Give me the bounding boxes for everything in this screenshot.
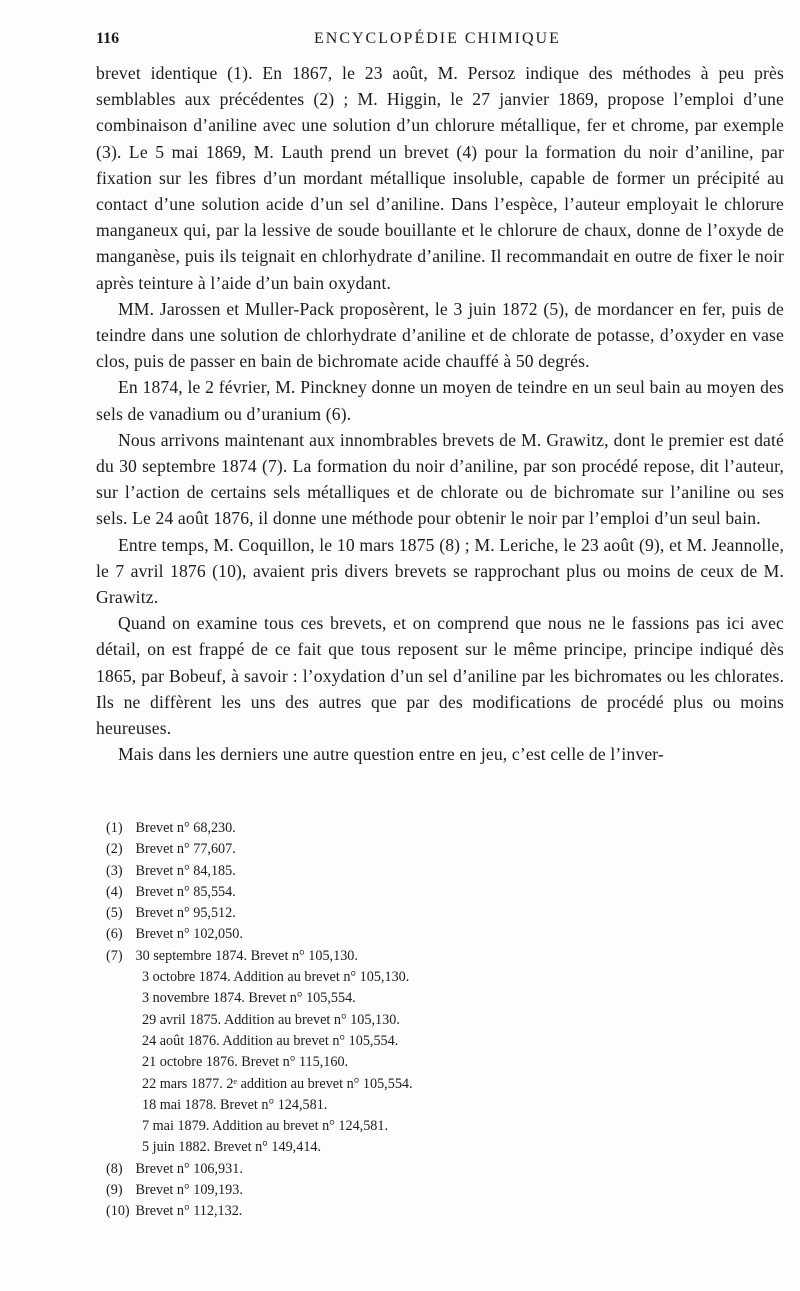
running-head bbox=[96, 30, 784, 52]
paragraph-3: En 1874, le 2 février, M. Pinckney donne un moyen de teindre en un seul bain au moyen des sels de vanadium ou d’uranium (6). bbox=[96, 377, 784, 424]
footnote-text: Brevet n° 112,132. bbox=[135, 1203, 243, 1220]
page-number: 116 bbox=[96, 30, 120, 47]
footnote-text: Brevet n° 85,554. bbox=[135, 883, 236, 900]
footnote-number: (3) bbox=[106, 862, 123, 879]
paragraph-4: Nous arrivons maintenant aux innombrables brevets de M. Grawitz, dont le premier est daté du 30 septembre 1874 (7). La formation du noir d’aniline, par son procédé repose, dit l’auteur, sur l’action de certains sels métalliques et de chlorate ou de bichromate sur l’aniline ou ses sels. Le 24 août 1876, il donne une méthode pour obtenir le noir par l’emploi d’un seul bain. bbox=[96, 429, 784, 529]
footnote-7-continuation: 3 novembre 1874. Brevet n° 105,554. bbox=[142, 990, 356, 1007]
footnote-text: Brevet n° 109,193. bbox=[135, 1182, 243, 1199]
footnote-7-continuation: 22 mars 1877. 2ᵉ addition au brevet n° 105,554. bbox=[142, 1075, 413, 1092]
paragraph-5: Entre temps, M. Coquillon, le 10 mars 1875 (8) ; M. Leriche, le 23 août (9), et M. Jeannolle, le 7 avril 1876 (10), avaient pris divers brevets se rapprochant plus ou moins de ceux de M. Grawitz. bbox=[96, 534, 784, 608]
footnote-text: Brevet n° 95,512. bbox=[135, 905, 236, 922]
footnote-7-continuation: 3 octobre 1874. Addition au brevet n° 105,130. bbox=[142, 969, 410, 986]
footnote-4 bbox=[106, 882, 706, 903]
paragraph-7: Mais dans les derniers une autre question entre en jeu, c’est celle de l’inver- bbox=[118, 744, 664, 765]
footnote-9 bbox=[106, 1180, 706, 1201]
footnote-7-continuation: 7 mai 1879. Addition au brevet n° 124,581. bbox=[142, 1118, 389, 1135]
footnote-number: (2) bbox=[106, 841, 123, 858]
paragraph-6: Quand on examine tous ces brevets, et on comprend que nous ne le fassions pas ici avec détail, on est frappé de ce fait que tous reposent sur le même principe, principe indiqué dès 1865, par Bobeuf, à savoir : l’oxydation d’un sel d’aniline par les bichromates ou les chlorates. Ils ne diffèrent les uns des autres que par des modifications de procédé plus ou moins heureuses. bbox=[96, 613, 784, 739]
paragraph-2: MM. Jarossen et Muller-Pack proposèrent, le 3 juin 1872 (5), de mordancer en fer, puis de teindre dans une solution de chlorhydrate d’aniline et de chlorate de potasse, d’oxyder en vase clos, puis de passer en bain de bichromate acide chauffé à 50 degrés. bbox=[96, 298, 784, 372]
paragraph-1: brevet identique (1). En 1867, le 23 août, M. Persoz indique des méthodes à peu près semblables aux précédentes (2) ; M. Higgin, le 27 janvier 1869, propose l’emploi d’une combinaison d’aniline avec une solution d’un chlorure métallique, fer et chrome, par exemple (3). Le 5 mai 1869, M. Lauth prend un brevet (4) pour la formation du noir d’aniline, par fixation sur les fibres d’un mordant métallique insoluble, capable de former un précipité au contact d’une solution acide d’un sel d’aniline. Dans l’espèce, l’auteur employait le chlorure manganeux qui, par la lessive de soude bouillante et le chlorure de chaux, donne de l’oxyde de manganèse, puis ils teignait en chlorhydrate d’aniline. Il recommandait en outre de fixer le noir après teinture à l’aide d’un bain oxydant. bbox=[96, 63, 784, 293]
footnote-5 bbox=[106, 903, 706, 924]
footnote-text: Brevet n° 68,230. bbox=[135, 820, 236, 836]
footnote-7-continuation: 21 octobre 1876. Brevet n° 115,160. bbox=[142, 1054, 349, 1071]
footnote-2 bbox=[106, 839, 706, 860]
footnote-text: 30 septembre 1874. Brevet n° 105,130. bbox=[135, 947, 358, 964]
footnote-7-continuation: 18 mai 1878. Brevet n° 124,581. bbox=[142, 1096, 328, 1113]
footnote-1 bbox=[106, 818, 706, 839]
footnote-number: (10) bbox=[106, 1203, 130, 1220]
footnote-7-continuation: 24 août 1876. Addition au brevet n° 105,554. bbox=[142, 1032, 399, 1049]
footnote-number: (8) bbox=[106, 1160, 123, 1177]
footnote-7-continuation: 5 juin 1882. Brevet n° 149,414. bbox=[142, 1139, 322, 1156]
footnotes bbox=[106, 818, 706, 1223]
footnote-10 bbox=[106, 1201, 706, 1222]
footnote-text: Brevet n° 77,607. bbox=[135, 841, 236, 858]
footnote-7-continuation: 29 avril 1875. Addition au brevet n° 105,130. bbox=[142, 1011, 400, 1028]
footnote-number: (4) bbox=[106, 883, 123, 900]
footnote-3 bbox=[106, 861, 706, 882]
footnote-8 bbox=[106, 1159, 706, 1180]
footnote-6 bbox=[106, 924, 706, 945]
footnote-number: (5) bbox=[106, 905, 123, 922]
footnote-7 bbox=[106, 946, 706, 967]
footnote-number: (6) bbox=[106, 926, 123, 943]
footnote-text: Brevet n° 106,931. bbox=[135, 1160, 243, 1177]
footnote-text: Brevet n° 102,050. bbox=[135, 926, 243, 943]
body-text bbox=[96, 60, 784, 767]
footnote-number: (9) bbox=[106, 1182, 123, 1199]
footnote-text: Brevet n° 84,185. bbox=[135, 862, 236, 879]
running-title: ENCYCLOPÉDIE CHIMIQUE bbox=[314, 30, 561, 47]
footnote-number: (7) bbox=[106, 947, 123, 964]
footnote-number: (1) bbox=[106, 820, 123, 836]
